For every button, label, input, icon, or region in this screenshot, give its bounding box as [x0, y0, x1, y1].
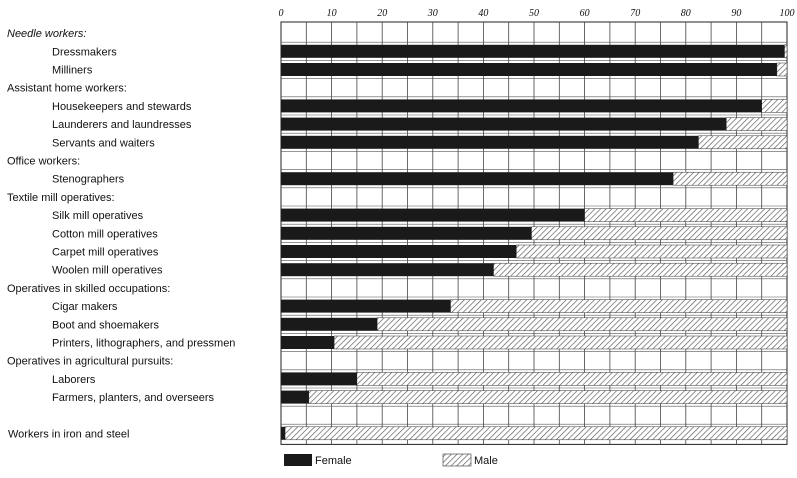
- bar-male: [762, 99, 787, 112]
- bar-male: [334, 336, 787, 349]
- group-label: Operatives in skilled occupations:: [7, 282, 171, 295]
- x-tick-label: 40: [478, 8, 489, 19]
- row-label: Dressmakers: [52, 46, 117, 59]
- bar-male: [673, 172, 787, 185]
- bar-female: [281, 227, 531, 240]
- bar-male: [784, 45, 787, 58]
- bar-male: [777, 63, 787, 76]
- row-label: Laborers: [52, 373, 96, 386]
- bar-female: [281, 318, 377, 331]
- group-label: Operatives in agricultural pursuits:: [7, 355, 174, 368]
- bar-male: [585, 209, 787, 222]
- row-label: Milliners: [52, 64, 93, 77]
- bar-female: [281, 263, 494, 276]
- group-label: Office workers:: [7, 155, 81, 168]
- bar-female: [281, 45, 784, 58]
- row-label: Cigar makers: [52, 301, 118, 314]
- bar-male: [285, 427, 787, 440]
- row-label: Silk mill operatives: [52, 210, 144, 223]
- legend-swatch-male: [443, 454, 471, 466]
- bar-female: [281, 391, 309, 404]
- row-label: Launderers and laundresses: [52, 119, 192, 132]
- row-label: Housekeepers and stewards: [52, 100, 192, 113]
- legend-label-female: Female: [315, 455, 352, 467]
- bar-male: [494, 263, 787, 276]
- row-label: Farmers, planters, and overseers: [52, 392, 215, 405]
- x-axis-ticks: [279, 8, 795, 19]
- bar-female: [281, 336, 334, 349]
- bar-female: [281, 63, 777, 76]
- bar-female: [281, 372, 357, 385]
- x-tick-label: 90: [731, 8, 742, 19]
- bar-male: [516, 245, 787, 258]
- row-label: Carpet mill operatives: [52, 246, 159, 259]
- bar-male: [309, 391, 787, 404]
- row-label: Boot and shoemakers: [52, 319, 160, 332]
- bar-male: [698, 136, 787, 149]
- x-tick-label: 0: [278, 8, 284, 19]
- bar-male: [726, 118, 787, 131]
- row-labels: [7, 28, 235, 440]
- bar-female: [281, 99, 762, 112]
- bar-male: [531, 227, 787, 240]
- bar-male: [357, 372, 787, 385]
- x-tick-label: 50: [529, 8, 539, 19]
- bar-male: [451, 300, 787, 313]
- row-label: Workers in iron and steel: [8, 428, 130, 441]
- legend-swatch-female: [284, 454, 312, 466]
- bar-female: [281, 427, 285, 440]
- x-tick-label: 30: [427, 8, 438, 19]
- x-tick-label: 70: [630, 8, 641, 19]
- legend-label-male: Male: [474, 455, 498, 467]
- row-label: Servants and waiters: [52, 137, 155, 150]
- x-tick-label: 80: [680, 8, 691, 19]
- row-label: Stenographers: [52, 173, 125, 186]
- bar-female: [281, 136, 698, 149]
- bar-female: [281, 245, 516, 258]
- group-label: Needle workers:: [7, 28, 87, 41]
- x-tick-label: 100: [779, 8, 795, 19]
- row-label: Cotton mill operatives: [52, 228, 158, 241]
- x-tick-label: 10: [326, 8, 337, 19]
- row-label: Woolen mill operatives: [52, 264, 163, 277]
- x-tick-label: 20: [377, 8, 388, 19]
- bar-female: [281, 209, 585, 222]
- bar-female: [281, 172, 673, 185]
- group-label: Textile mill operatives:: [7, 191, 115, 204]
- x-tick-label: 60: [579, 8, 590, 19]
- row-label: Printers, lithographers, and pressmen: [52, 337, 236, 350]
- bar-female: [281, 118, 726, 131]
- legend: [284, 454, 498, 467]
- group-label: Assistant home workers:: [7, 82, 127, 95]
- bar-female: [281, 300, 451, 313]
- bar-male: [377, 318, 787, 331]
